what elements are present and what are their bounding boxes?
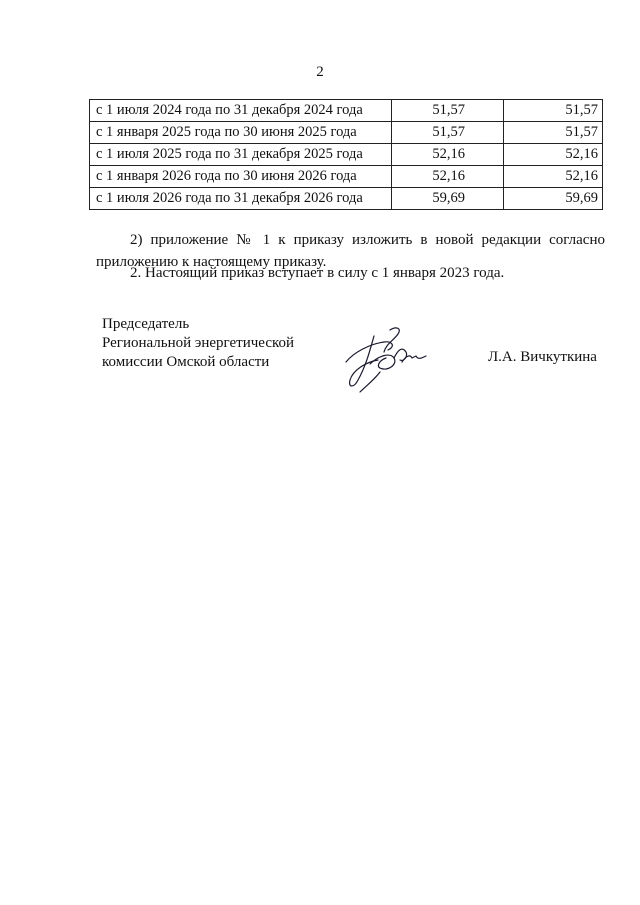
table-row: [90, 166, 603, 188]
table-row: [90, 100, 603, 122]
period-cell: с 1 июля 2025 года по 31 декабря 2025 года: [90, 144, 392, 166]
signer-title: [102, 315, 294, 372]
value-cell: 52,16: [504, 144, 603, 166]
period-cell: с 1 июля 2026 года по 31 декабря 2026 года: [90, 188, 392, 210]
value-cell: 51,57: [392, 100, 504, 122]
handwritten-signature: [340, 322, 430, 394]
paragraph-effective-date: 2. Настоящий приказ вступает в силу с 1 января 2023 года.: [130, 265, 505, 281]
value-cell: 59,69: [392, 188, 504, 210]
tariff-table: [89, 99, 603, 210]
value-cell: 51,57: [504, 100, 603, 122]
value-cell: 52,16: [504, 166, 603, 188]
signer-title-line: Председатель: [102, 316, 190, 332]
table-row: [90, 188, 603, 210]
paragraph-appendix: 2) приложение № 1 к приказу изложить в новой редакции согласно приложению к настоящему приказу.: [96, 232, 605, 270]
table-row: [90, 122, 603, 144]
page-number: 2: [316, 64, 324, 80]
value-cell: 52,16: [392, 166, 504, 188]
signer-name: Л.А. Вичкуткина: [488, 349, 597, 365]
period-cell: с 1 января 2026 года по 30 июня 2026 года: [90, 166, 392, 188]
value-cell: 51,57: [504, 122, 603, 144]
value-cell: 59,69: [504, 188, 603, 210]
value-cell: 52,16: [392, 144, 504, 166]
value-cell: 51,57: [392, 122, 504, 144]
period-cell: с 1 января 2025 года по 30 июня 2025 года: [90, 122, 392, 144]
period-cell: с 1 июля 2024 года по 31 декабря 2024 года: [90, 100, 392, 122]
table-row: [90, 144, 603, 166]
signer-title-line: Региональной энергетической: [102, 335, 295, 351]
signer-title-line: комиссии Омской области: [102, 354, 270, 370]
